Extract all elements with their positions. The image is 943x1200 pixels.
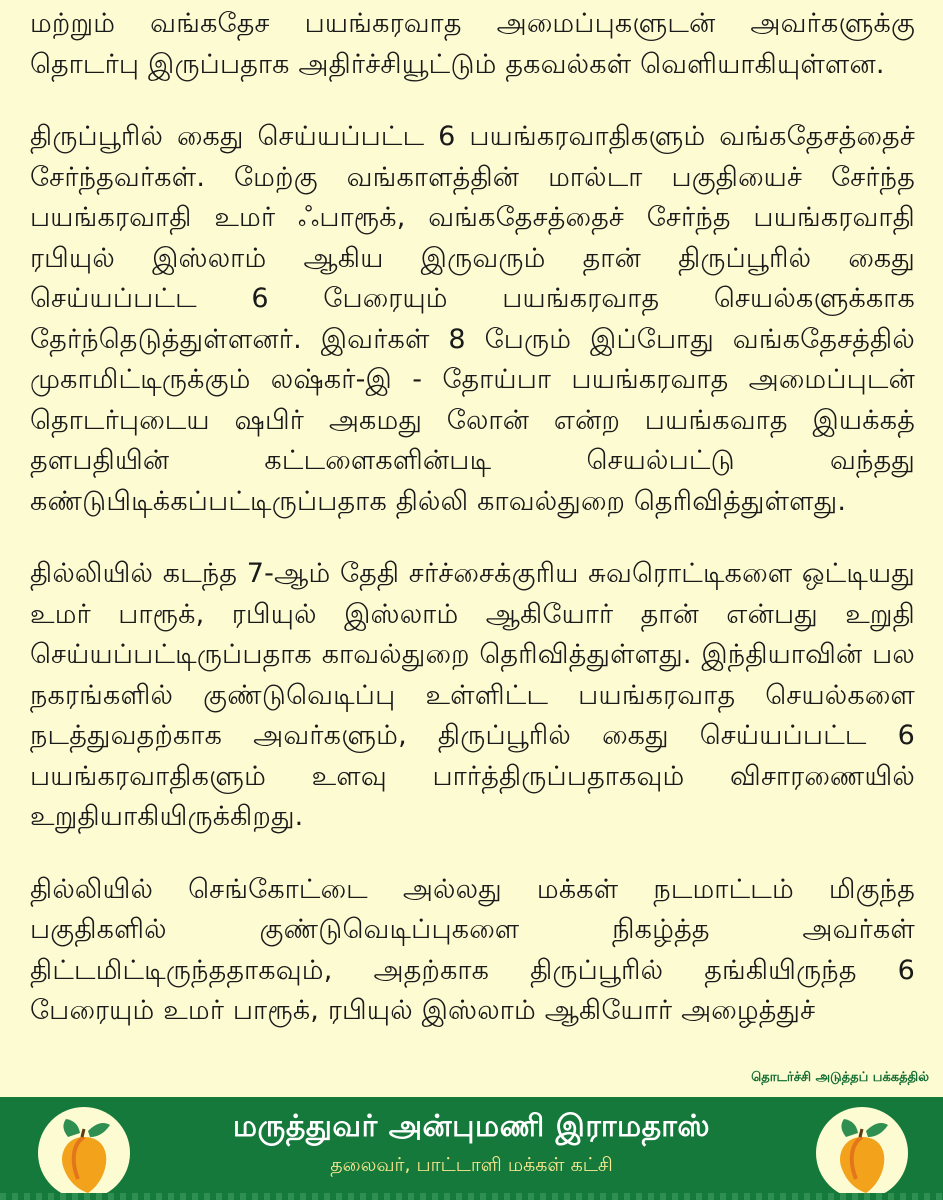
paragraph-4: தில்லியில் செங்கோட்டை அல்லது மக்கள் நடமாட்டம் மிகுந்த பகுதிகளில் குண்டுவெடிப்புகளை நிகழ்த்த அவர்கள் திட்டமிட்டிருந்ததாகவும், அதற்காக திருப்பூரில் தங்கியிருந்த 6 பேரையும் உமர் பாரூக், ரபியுல் இஸ்லாம் ஆகியோர் அழைத்துச் bbox=[30, 873, 915, 1026]
paragraph-1: மற்றும் வங்கதேச பயங்கரவாத அமைப்புகளுடன் அவர்களுக்கு தொடர்பு இருப்பதாக அதிர்ச்சியூட்டும் தகவல்கள் வெளியாகியுள்ளன. bbox=[30, 8, 915, 80]
footer-name: மருத்துவர் அன்புமணி இராமதாஸ் bbox=[232, 1109, 711, 1144]
paragraph-2: திருப்பூரில் கைது செய்யப்பட்ட 6 பயங்கரவாதிகளும் வங்கதேசத்தைச் சேர்ந்தவர்கள். மேற்கு வங்காளத்தின் மால்டா பகுதியைச் சேர்ந்த பயங்கரவாதி உமர் ஃபாரூக், வங்கதேசத்தைச் சேர்ந்த பயங்கரவாதி ரபியுல் இஸ்லாம் ஆகிய இருவரும் தான் திருப்பூரில் கைது செய்யப்பட்ட 6 பேரையும் பயங்கரவாத செயல்களுக்காக தேர்ந்தெடுத்துள்ளனர். இவர்கள் 8 பேரும் இப்போது வங்கதேசத்தில் முகாமிட்டிருக்கும் லஷ்கர்-இ - தோய்பா பயங்கரவாத அமைப்புடன் தொடர்புடைய ஷபிர் அகமது லோன் என்ற பயங்கவாத இயக்கத் தளபதியின் கட்டளைகளின்படி செயல்பட்டு வந்தது கண்டுபிடிக்கப்பட்டிருப்பதாக தில்லி காவல்துறை தெரிவித்துள்ளது. bbox=[30, 121, 915, 517]
footer-banner bbox=[0, 1097, 943, 1200]
mango-icon bbox=[816, 1107, 908, 1199]
footer-decorative-strip bbox=[0, 1193, 943, 1200]
statement-body bbox=[30, 4, 915, 1064]
paragraph-3: தில்லியில் கடந்த 7-ஆம் தேதி சர்ச்சைக்குரிய சுவரொட்டிகளை ஒட்டியது உமர் பாரூக், ரபியுல் இஸ்லாம் ஆகியோர் தான் என்பது உறுதி செய்யப்பட்டிருப்பதாக காவல்துறை தெரிவித்துள்ளது. இந்தியாவின் பல நகரங்களில் குண்டுவெடிப்பு உள்ளிட்ட பயங்கரவாத செயல்களை நடத்துவதற்காக அவர்களும், திருப்பூரில் கைது செய்யப்பட்ட 6 பயங்கரவாதிகளும் உளவு பார்த்திருப்பதாகவும் விசாரணையில் உறுதியாகியிருக்கிறது. bbox=[30, 558, 915, 832]
continued-note: தொடர்ச்சி அடுத்தப் பக்கத்தில் bbox=[751, 1070, 929, 1085]
footer-role: தலைவர், பாட்டாளி மக்கள் கட்சி bbox=[330, 1154, 613, 1176]
